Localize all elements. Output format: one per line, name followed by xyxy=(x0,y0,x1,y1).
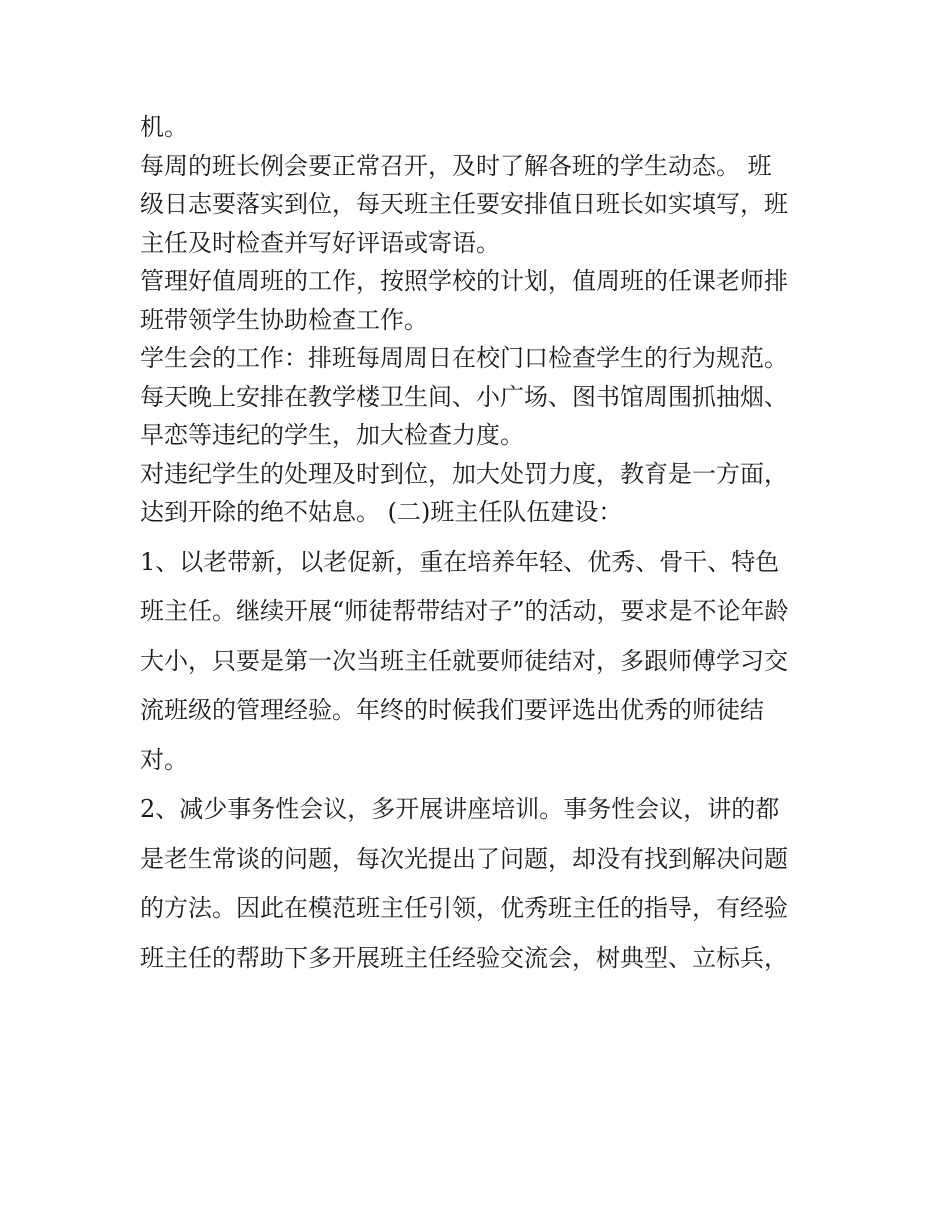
text-line: 班主任。继续开展“师徒帮带结对子”的活动，要求是不论年龄 xyxy=(140,597,789,625)
text-line: 级日志要落实到位，每天班主任要安排值日班长如实填写，班 xyxy=(140,190,788,218)
text-line: 早恋等违纪的学生，加大检查力度。 xyxy=(140,421,524,449)
text-line: 流班级的管理经验。年终的时候我们要评选出优秀的师徒结 xyxy=(140,696,764,724)
text-line: 每周的班长例会要正常召开，及时了解各班的学生动态。 班 xyxy=(140,151,772,180)
text-line: 班主任的帮助下多开展班主任经验交流会，树典型、立标兵， xyxy=(140,943,788,972)
text-line: 学生会的工作：排班每周周日在校门口检查学生的行为规范。 xyxy=(140,344,788,372)
document-body xyxy=(140,108,820,977)
text-line: 是老生常谈的问题，每次光提出了问题，却没有找到解决问题 xyxy=(140,844,788,873)
text-line: 大小，只要是第一次当班主任就要师徒结对，多跟师傅学习交 xyxy=(140,646,788,675)
text-line: 管理好值周班的工作，按照学校的计划，值周班的任课老师排 xyxy=(140,267,788,295)
text-line: 1、以老带新，以老促新，重在培养年轻、优秀、骨干、特色 xyxy=(140,547,780,576)
text-line: 达到开除的绝不姑息。 (二)班主任队伍建设： xyxy=(140,498,623,526)
text-line: 班带领学生协助检查工作。 xyxy=(140,305,428,334)
text-line: 的方法。因此在模范班主任引领，优秀班主任的指导，有经验 xyxy=(140,894,788,922)
text-line: 对违纪学生的处理及时到位，加大处罚力度，教育是一方面， xyxy=(140,459,788,488)
text-line: 主任及时检查并写好评语或寄语。 xyxy=(140,228,500,257)
text-line: 每天晚上安排在教学楼卫生间、小广场、图书馆周围抓抽烟、 xyxy=(140,382,788,411)
text-line: 2、减少事务性会议，多开展讲座培训。事务性会议，讲的都 xyxy=(140,795,780,823)
text-line: 对。 xyxy=(140,745,188,774)
text-line: 机。 xyxy=(140,113,188,141)
